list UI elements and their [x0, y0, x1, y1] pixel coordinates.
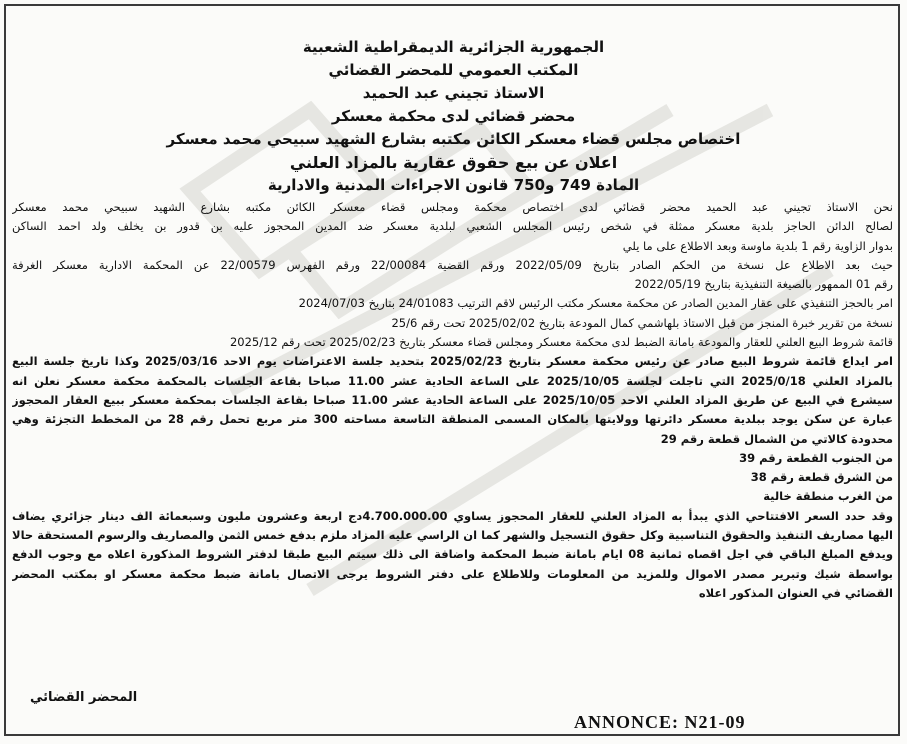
body-line: من الجنوب القطعة رقم 39	[739, 450, 893, 465]
jurisdiction-address: اختصاص مجلس قضاء معسكر الكائن مكتبه بشارع الشهيد سبيحي محمد معسكر	[166, 130, 741, 148]
body-line: بواسطة شيك وتبرير مصدر الاموال وللمزيد من المعلومات وللاطلاع على دفتر الشروط يرجى الاتصال بامانة ضبط محكمة معسكر او بمكتب المحضر	[12, 566, 893, 581]
body-line: اليها مصاريف التنفيذ والحقوق التناسبية وكل حقوق التسجيل والشهر كما ان الراسي عليه المزاد ملزم بدفع خمس الثمن والمصاريف والرسوم المستحقة حالا	[12, 528, 893, 543]
legal-articles: المادة 749 و750 قانون الاجراءات المدنية والادارية	[267, 176, 640, 194]
body-line: حيث بعد الاطلاع عل نسخة من الحكم الصادر بتاريخ 2022/05/09 ورقم القضية 22/00084 ورقم الفهرس 22/00579 عن المحكمة الادارية معسكر الغرفة	[12, 257, 893, 272]
bailiff-name: الاستاذ تجيني عبد الحميد	[362, 84, 545, 102]
body-line: سيشرع في البيع عن طريق المزاد العلني الاحد 2025/10/05 على الساعة الحادية عشر 11.00 صباحا بقاعة الجلسات بمحكمة معسكر ببيع العقار المحجوز	[12, 392, 893, 407]
body-line: عبارة عن سكن يوجد ببلدية معسكر دائرتها وولايتها بالمكان المسمى المنطقة التاسعة مساحته 300 متر مربع تحمل رقم 28 من المخطط التجزئة وهي	[12, 412, 893, 427]
body-line: نحن الاستاذ تجيني عبد الحميد محضر قضائي لدى اختصاص محكمة ومجلس قضاء معسكر الكائن مكتبه بشارع الشهيد سبيحي محمد معسكر	[12, 200, 893, 214]
announcement-number: ANNONCE: N21-09	[568, 712, 752, 733]
body-line: وقد حدد السعر الافتتاحي الذي يبدأ به المزاد العلني للعقار المحجوز يساوي 4.700.000.00دج اربعة وعشرون مليون وسبعمائة الف دينار جزائري يضاف	[12, 508, 893, 523]
republic-name: الجمهورية الجزائرية الديمقراطية الشعبية	[302, 38, 605, 56]
body-line: بالمزاد العلني 2025/0/18 التي تاجلت لجلسة 2025/10/05 على الساعة الحادية عشر 11.00 صباحا بقاعة الجلسات بالمحكمة محكمة معسكر نعلن انه	[12, 373, 893, 388]
body-line: نسخة من تقرير خبرة المنجز من قبل الاستاذ بلهاشمي كمال المودعة بتاريخ 2025/02/02 تحت رقم 25/6	[391, 315, 893, 330]
body-line: بدوار الزاوية رقم 1 بلدية ماوسة وبعد الاطلاع على ما يلي	[622, 238, 893, 253]
body-line: امر بالحجز التنفيذي على عقار المدين الصادر عن محكمة معسكر مكتب الرئيس لاقم الترتيب 24/01083 بتاريخ 2024/07/03	[298, 296, 893, 311]
document-header	[0, 36, 907, 197]
office-name: المكتب العمومي للمحضر القضائي	[328, 61, 579, 79]
signature-label: المحضر القضائي	[30, 690, 138, 705]
body-line: ويدفع المبلغ الباقي في اجل اقصاه ثمانية 08 ايام بامانة ضبط المحكمة واضافة الى ذلك سيتم البيع طبقا لدفتر الشروط المذكورة اعلاه مع وجوب الدفع	[12, 547, 893, 562]
body-line: امر ايداع قائمة شروط البيع صادر عن رئيس محكمة معسكر بتاريخ 2025/02/23 بتحديد جلسة الاعتراضات يوم الاحد 2025/03/16 وكذا تاريخ جلسة البيع	[12, 354, 893, 369]
body-line: من الشرق قطعة رقم 38	[750, 470, 893, 485]
signature-block	[30, 686, 137, 705]
body-line: القضائي في العنوان المذكور اعلاه	[698, 585, 893, 600]
body-line: رقم 01 الممهور بالصيغة التنفيذية بتاريخ 2022/05/19	[634, 277, 893, 292]
body-line: قائمة شروط البيع العلني للعقار والمودعة بامانة الضبط لدى محكمة معسكر ومجلس قضاء معسكر بتاريخ 2025/02/23 تحت رقم 2025/12	[229, 335, 893, 350]
body-line: محدودة كالاتي من الشمال قطعة رقم 29	[660, 431, 893, 446]
body-line: لصالح الدائن الحاجز بلدية معسكر ممثلة في شخص رئيس المجلس الشعبي لبلدية معسكر ضد المدين المحجوز عليه بن قدور بن يخلف ولد احمد الساكن	[12, 219, 893, 234]
body-line: من الغرب منطقة خالية	[763, 489, 893, 504]
announcement-body	[12, 198, 893, 603]
announcement-title: اعلان عن بيع حقوق عقارية بالمزاد العلني	[289, 153, 618, 172]
court-name: محضر قضائي لدى محكمة معسكر	[331, 107, 576, 125]
